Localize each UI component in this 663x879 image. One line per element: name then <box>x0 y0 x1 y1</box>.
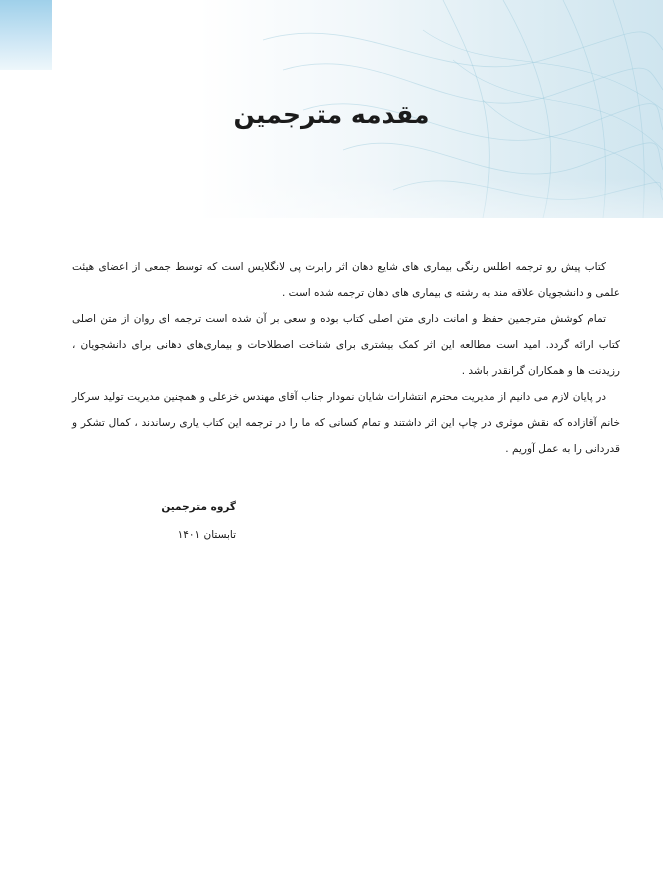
paragraph: کتاب پیش رو ترجمه اطلس رنگی بیماری های شایع دهان اثر رابرت پی لانگلایس است که توسط جمعی از اعضای هیئت علمی و دانشجویان علاقه مند به رشته ی بیماری های دهان ترجمه شده است . <box>72 261 620 299</box>
body-text <box>72 254 620 462</box>
paragraph: در پایان لازم می دانیم از مدیریت محترم انتشارات شایان نمودار جناب آقای مهندس خزعلی و همچنین مدیریت تولید سرکار خانم آقازاده که نقش موثری در چاپ این اثر داشتند و تمام کسانی که ما را در ترجمه این کتاب یاری رساندند ، کمال تشکر و قدردانی را به عمل آوریم . <box>72 391 620 455</box>
signature-date: تابستان ۱۴۰۱ <box>177 529 236 541</box>
signature-block <box>146 493 236 549</box>
signature-team: گروه مترجمین <box>161 501 236 513</box>
header-banner <box>0 0 663 218</box>
page-title: مقدمه مترجمین <box>233 100 430 129</box>
banner-fade <box>0 178 663 218</box>
paragraph: تمام کوشش مترجمین حفظ و امانت داری متن اصلی کتاب بوده و سعی بر آن شده است ترجمه ای روان از متن اصلی کتاب ارائه گردد. امید است مطالعه این اثر کمک بیشتری برای شناخت اصطلاحات و بیماری‌های دهانی برای دانشجویان ، رزیدنت ها و همکاران گرانقدر باشد . <box>72 313 620 377</box>
corner-accent <box>0 0 52 70</box>
